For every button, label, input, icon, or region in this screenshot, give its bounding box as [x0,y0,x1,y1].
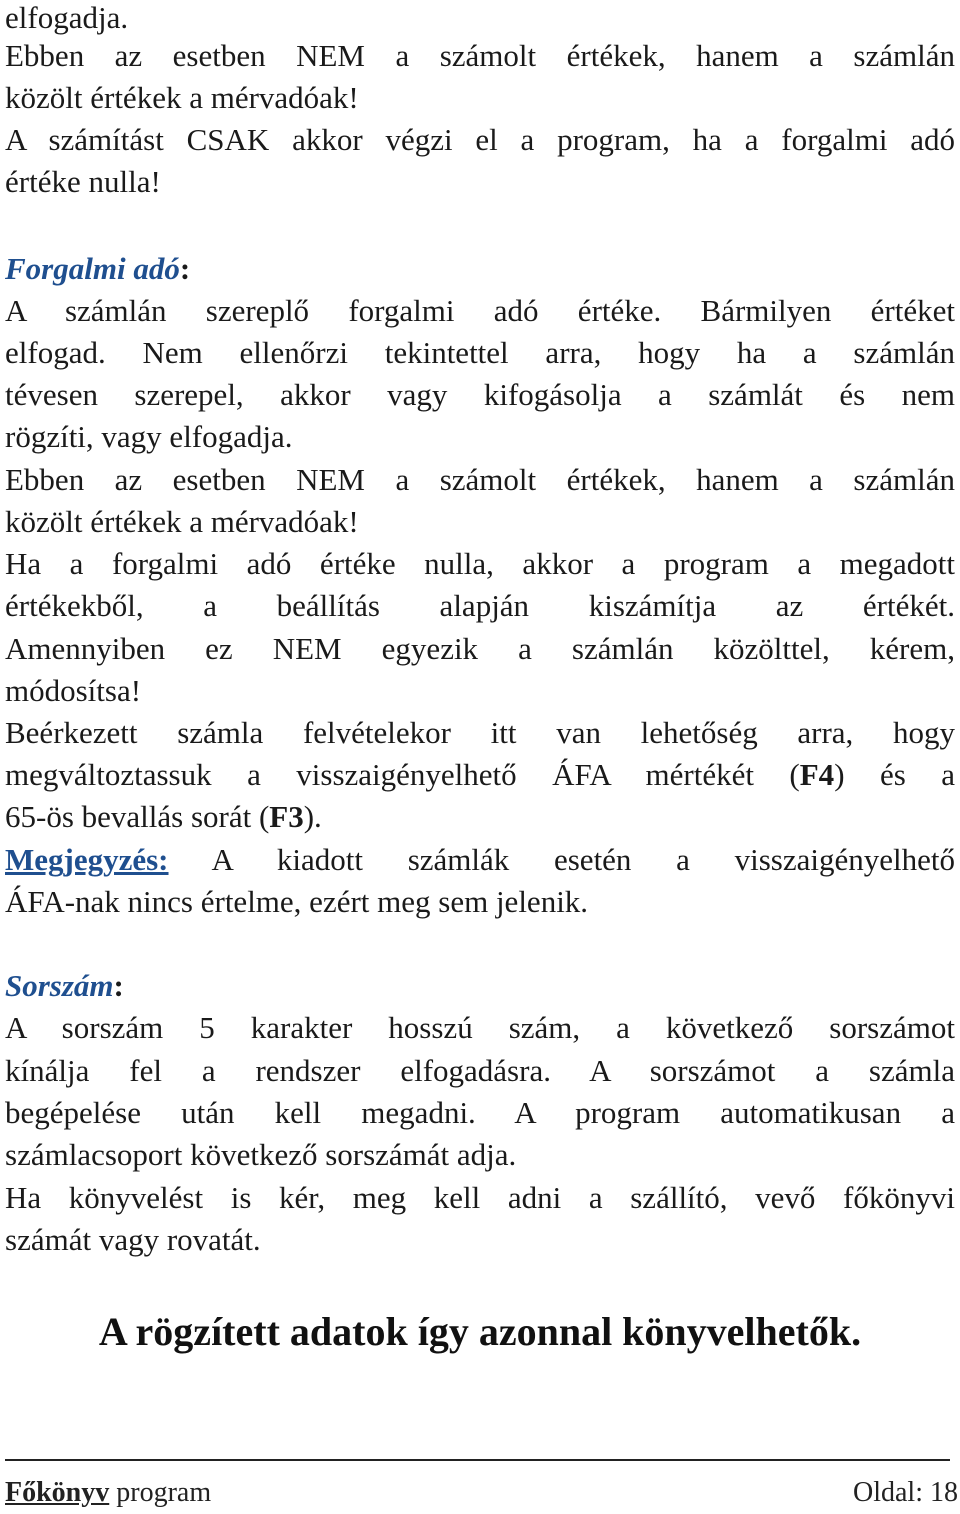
text-line: közölt értékek a mérvadóak! [5,504,359,539]
text-line: A számítást CSAK akkor végzi el a program, ha a forgalmi adó [5,122,955,157]
key-f3: F3 [269,799,304,834]
text-line: Ha a forgalmi adó értéke nulla, akkor a program a megadott [5,546,955,581]
page-number: Oldal: 18 [853,1477,958,1508]
text-line: ÁFA-nak nincs értelme, ezért meg sem jelenik. [5,884,589,919]
note-line [5,842,955,878]
text-line: A sorszám 5 karakter hosszú szám, a következő sorszámot [5,1010,955,1045]
text-line: rögzíti, vagy elfogadja. [5,419,293,454]
heading-colon: : [179,251,191,286]
text-segment: ). [303,799,322,834]
text-line: módosítsa! [5,673,142,708]
footer-rule [5,1459,950,1461]
text-line: Ebben az esetben NEM a számolt értékek, hanem a számlán [5,462,955,497]
heading-text: Sorszám [5,968,114,1003]
text-line: közölt értékek a mérvadóak! [5,80,359,115]
text-segment: 65-ös bevallás sorát ( [5,799,270,834]
text-line: értéke nulla! [5,164,161,199]
text-line: elfogad. Nem ellenőrzi tekintettel arra, hogy ha a számlán [5,335,955,370]
text-line: begépelése után kell megadni. A program automatikusan a [5,1095,955,1130]
text-line: A számlán szereplő forgalmi adó értéke. Bármilyen értéket [5,293,955,328]
text-line: tévesen szerepel, akkor vagy kifogásolja a számlát és nem [5,377,955,412]
note-label: Megjegyzés: [5,842,169,877]
section-heading-sorszam [5,968,955,1004]
heading-colon: : [113,968,124,1003]
text-line: számát vagy rovatát. [5,1222,261,1257]
text-line: értékekből, a beállítás alapján kiszámítja az értékét. [5,588,955,623]
footer-brand: Főkönyv [5,1477,110,1508]
text-segment: megváltoztassuk a visszaigényelhető ÁFA mértékét ( [5,757,800,792]
text-line: számlacsoport következő sorszámát adja. [5,1137,517,1172]
text-line-f4 [5,757,955,793]
key-f4: F4 [799,757,835,792]
text-line-f3 [5,799,955,835]
heading-text: Forgalmi adó [5,251,180,286]
note-text: A kiadott számlák esetén a visszaigényelhető [168,842,955,877]
footer-title [5,1477,211,1509]
text-line: Ebben az esetben NEM a számolt értékek, hanem a számlán [5,38,955,73]
highlight-statement: A rögzített adatok így azonnal könyvelhetők. [98,1309,862,1354]
text-line: Ha könyvelést is kér, meg kell adni a szállító, vevő főkönyvi [5,1180,955,1215]
footer-program: program [109,1477,212,1508]
section-heading-forgalmi-ado [5,251,955,287]
text-line: kínálja fel a rendszer elfogadásra. A sorszámot a számla [5,1053,955,1088]
text-segment: ) és a [834,757,955,792]
text-line: Amennyiben ez NEM egyezik a számlán közölttel, kérem, [5,631,955,666]
text-line: elfogadja. [5,0,129,35]
text-line: Beérkezett számla felvételekor itt van lehetőség arra, hogy [5,715,955,750]
